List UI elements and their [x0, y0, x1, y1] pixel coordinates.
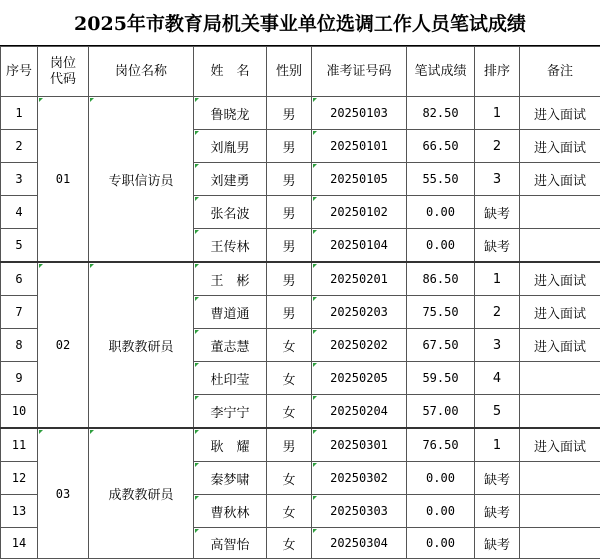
cell-exam-no: 20250202 — [312, 329, 407, 362]
cell-name: 王传林 — [194, 229, 267, 263]
cell-exam-no: 20250203 — [312, 296, 407, 329]
cell-rank: 缺考 — [475, 495, 520, 528]
cell-gender: 男 — [267, 130, 312, 163]
cell-note: 进入面试 — [520, 296, 600, 329]
cell-note: 进入面试 — [520, 97, 600, 130]
cell-gender: 男 — [267, 196, 312, 229]
cell-gender: 男 — [267, 97, 312, 130]
header-score: 笔试成绩 — [407, 47, 475, 97]
table-row — [1, 262, 600, 296]
cell-name: 曹道通 — [194, 296, 267, 329]
cell-seq: 14 — [1, 528, 38, 559]
cell-seq: 11 — [1, 428, 38, 462]
cell-name: 刘胤男 — [194, 130, 267, 163]
cell-post: 职教教研员 — [89, 262, 194, 428]
cell-name: 张名波 — [194, 196, 267, 229]
cell-note — [520, 395, 600, 429]
header-code-line1: 岗位 — [50, 56, 76, 71]
cell-exam-no: 20250101 — [312, 130, 407, 163]
cell-seq: 12 — [1, 462, 38, 495]
cell-name: 刘建勇 — [194, 163, 267, 196]
header-note: 备注 — [520, 47, 600, 97]
cell-score: 0.00 — [407, 229, 475, 263]
header-code-line2: 代码 — [50, 72, 76, 87]
table-row — [1, 97, 600, 130]
table-row — [1, 428, 600, 462]
cell-gender: 女 — [267, 495, 312, 528]
cell-gender: 男 — [267, 296, 312, 329]
cell-score: 76.50 — [407, 428, 475, 462]
cell-rank: 缺考 — [475, 229, 520, 263]
cell-seq: 9 — [1, 362, 38, 395]
cell-seq: 6 — [1, 262, 38, 296]
cell-exam-no: 20250205 — [312, 362, 407, 395]
header-rank: 排序 — [475, 47, 520, 97]
cell-exam-no: 20250302 — [312, 462, 407, 495]
cell-seq: 3 — [1, 163, 38, 196]
cell-note: 进入面试 — [520, 163, 600, 196]
cell-name: 耿 耀 — [194, 428, 267, 462]
cell-seq: 2 — [1, 130, 38, 163]
cell-gender: 男 — [267, 229, 312, 263]
cell-rank: 缺考 — [475, 528, 520, 559]
cell-note: 进入面试 — [520, 428, 600, 462]
cell-exam-no: 20250204 — [312, 395, 407, 429]
cell-code: 01 — [38, 97, 89, 263]
cell-score: 0.00 — [407, 462, 475, 495]
cell-gender: 男 — [267, 163, 312, 196]
cell-note — [520, 229, 600, 263]
cell-note — [520, 528, 600, 559]
cell-exam-no: 20250301 — [312, 428, 407, 462]
cell-note: 进入面试 — [520, 130, 600, 163]
score-table — [0, 46, 600, 559]
cell-post: 成教教研员 — [89, 428, 194, 559]
cell-seq: 8 — [1, 329, 38, 362]
cell-rank: 2 — [475, 296, 520, 329]
cell-code: 02 — [38, 262, 89, 428]
cell-gender: 女 — [267, 462, 312, 495]
cell-rank: 1 — [475, 97, 520, 130]
cell-seq: 10 — [1, 395, 38, 429]
cell-exam-no: 20250304 — [312, 528, 407, 559]
cell-gender: 女 — [267, 329, 312, 362]
cell-note — [520, 196, 600, 229]
cell-rank: 5 — [475, 395, 520, 429]
cell-name: 董志慧 — [194, 329, 267, 362]
header-post: 岗位名称 — [89, 47, 194, 97]
cell-name: 王 彬 — [194, 262, 267, 296]
cell-note — [520, 495, 600, 528]
header-exam-no: 准考证号码 — [312, 47, 407, 97]
cell-exam-no: 20250303 — [312, 495, 407, 528]
cell-seq: 7 — [1, 296, 38, 329]
cell-rank: 3 — [475, 163, 520, 196]
header-seq: 序号 — [1, 47, 38, 97]
header-code — [38, 47, 89, 97]
cell-rank: 2 — [475, 130, 520, 163]
cell-rank: 1 — [475, 428, 520, 462]
table-body — [1, 97, 600, 559]
cell-score: 67.50 — [407, 329, 475, 362]
cell-seq: 1 — [1, 97, 38, 130]
cell-score: 59.50 — [407, 362, 475, 395]
header-gender: 性别 — [267, 47, 312, 97]
cell-exam-no: 20250103 — [312, 97, 407, 130]
cell-exam-no: 20250104 — [312, 229, 407, 263]
cell-post: 专职信访员 — [89, 97, 194, 263]
cell-gender: 女 — [267, 395, 312, 429]
cell-note: 进入面试 — [520, 329, 600, 362]
cell-rank: 1 — [475, 262, 520, 296]
cell-gender: 男 — [267, 428, 312, 462]
cell-seq: 5 — [1, 229, 38, 263]
cell-rank: 缺考 — [475, 462, 520, 495]
header-row — [1, 47, 600, 97]
cell-score: 55.50 — [407, 163, 475, 196]
cell-exam-no: 20250102 — [312, 196, 407, 229]
cell-name: 秦梦啸 — [194, 462, 267, 495]
cell-name: 高智怡 — [194, 528, 267, 559]
cell-score: 57.00 — [407, 395, 475, 429]
cell-gender: 女 — [267, 528, 312, 559]
cell-gender: 男 — [267, 262, 312, 296]
cell-score: 75.50 — [407, 296, 475, 329]
cell-exam-no: 20250105 — [312, 163, 407, 196]
cell-rank: 缺考 — [475, 196, 520, 229]
cell-score: 0.00 — [407, 528, 475, 559]
cell-note — [520, 362, 600, 395]
cell-name: 李宁宁 — [194, 395, 267, 429]
cell-name: 曹秋林 — [194, 495, 267, 528]
header-name: 姓 名 — [194, 47, 267, 97]
cell-note — [520, 462, 600, 495]
cell-rank: 4 — [475, 362, 520, 395]
cell-note: 进入面试 — [520, 262, 600, 296]
cell-rank: 3 — [475, 329, 520, 362]
cell-gender: 女 — [267, 362, 312, 395]
cell-seq: 13 — [1, 495, 38, 528]
cell-score: 0.00 — [407, 196, 475, 229]
cell-seq: 4 — [1, 196, 38, 229]
cell-score: 82.50 — [407, 97, 475, 130]
sheet-title: 2025年市教育局机关事业单位选调工作人员笔试成绩 — [0, 0, 600, 46]
cell-score: 86.50 — [407, 262, 475, 296]
cell-name: 鲁晓龙 — [194, 97, 267, 130]
cell-score: 0.00 — [407, 495, 475, 528]
cell-code: 03 — [38, 428, 89, 559]
cell-name: 杜印莹 — [194, 362, 267, 395]
cell-exam-no: 20250201 — [312, 262, 407, 296]
cell-score: 66.50 — [407, 130, 475, 163]
